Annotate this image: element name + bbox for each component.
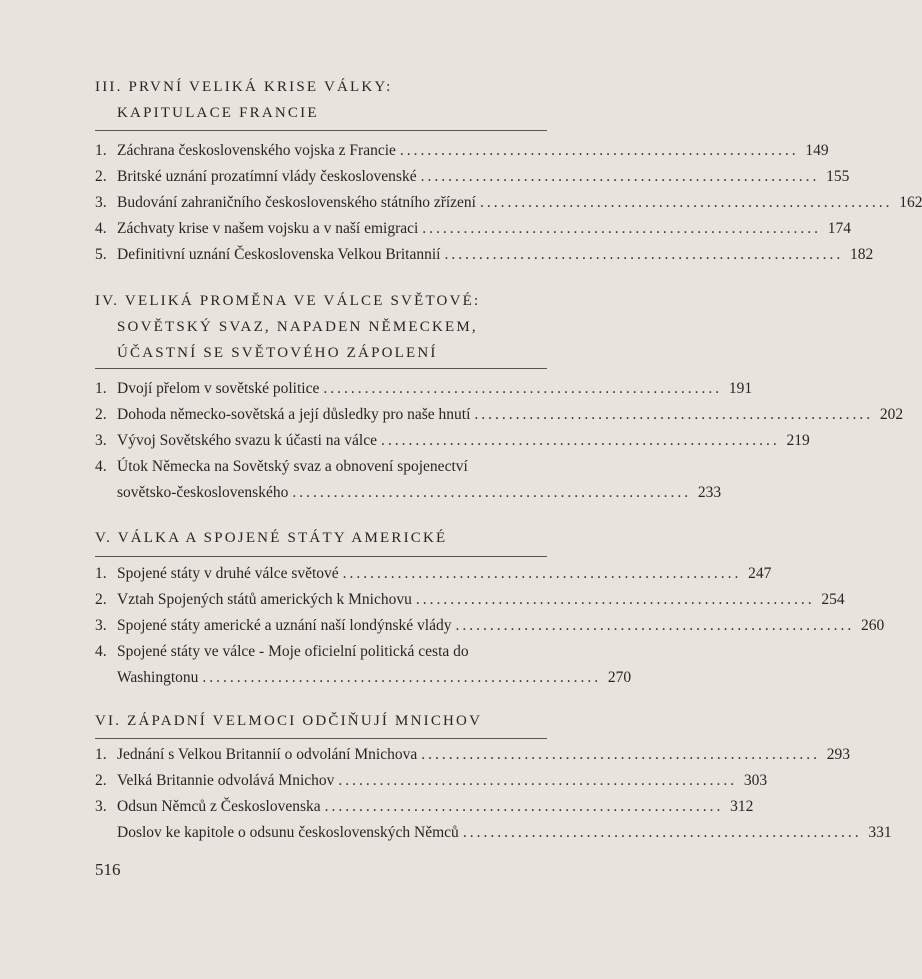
entry-number: 1.	[95, 746, 107, 763]
leader-dots: ..........................................................	[462, 824, 862, 841]
toc-entry	[95, 376, 753, 402]
entry-title: Dohoda německo-sovětská a její důsledky pro naše hnutí	[117, 406, 471, 423]
entry-page: 191	[728, 380, 753, 397]
divider	[95, 368, 547, 369]
entry-title: Dvojí přelom v sovětské politice	[117, 380, 320, 397]
entry-title: Spojené státy ve válce - Moje oficielní politická cesta do	[117, 643, 469, 660]
leader-dots: ..........................................................	[455, 617, 855, 634]
entry-number: 3.	[95, 194, 107, 211]
leader-dots: ............................................................	[479, 194, 893, 211]
leader-dots: ..........................................................	[381, 432, 780, 449]
toc-entry	[95, 561, 772, 587]
entry-page: 219	[786, 432, 810, 449]
entry-title: Doslov ke kapitole o odsunu československých Němců	[117, 824, 459, 841]
leader-dots: ..........................................................	[323, 380, 723, 397]
toc-entry	[95, 768, 768, 794]
leader-dots: ..........................................................	[202, 669, 602, 686]
entry-title: Vztah Spojených států amerických k Mnichovu	[117, 591, 412, 608]
section-heading	[95, 74, 392, 126]
entry-number: 3.	[95, 617, 107, 634]
entry-number: 1.	[95, 565, 107, 582]
divider	[95, 556, 547, 557]
section-heading-line: VI. ZÁPADNÍ VELMOCI ODČIŇUJÍ MNICHOV	[95, 713, 483, 729]
entry-title: Útok Německa na Sovětský svaz a obnovení spojenectví	[117, 458, 468, 475]
section-heading-line: III. PRVNÍ VELIKÁ KRISE VÁLKY:	[95, 79, 393, 95]
leader-dots: ..........................................................	[421, 746, 820, 763]
entry-number: 1.	[95, 142, 107, 159]
entry-page: 155	[826, 168, 850, 185]
divider	[95, 738, 547, 739]
toc-entry	[95, 242, 874, 268]
entry-number: 2.	[95, 406, 107, 423]
toc-entry	[95, 742, 850, 768]
entry-number: 3.	[95, 798, 107, 815]
entry-number: 1.	[95, 380, 107, 397]
section-heading	[95, 708, 482, 734]
leader-dots: ..........................................................	[444, 246, 844, 263]
leader-dots: ..........................................................	[474, 406, 874, 423]
leader-dots: ..........................................................	[415, 591, 815, 608]
toc-entry	[95, 587, 845, 613]
entry-number: 4.	[95, 220, 107, 237]
toc-entry	[95, 402, 904, 428]
entry-page: 254	[821, 591, 845, 608]
entry-title: Odsun Němců z Československa	[117, 798, 321, 815]
leader-dots: ..........................................................	[324, 798, 724, 815]
section-heading-line: KAPITULACE FRANCIE	[117, 105, 319, 121]
entry-title: Záchvaty krise v našem vojsku a v naší emigraci	[117, 220, 419, 237]
divider	[95, 130, 547, 131]
toc-entry	[95, 454, 722, 506]
page-number: 516	[95, 860, 121, 879]
entry-page: 303	[743, 772, 768, 789]
entry-page: 331	[868, 824, 892, 841]
entry-number: 2.	[95, 591, 107, 608]
toc-entry	[95, 138, 829, 164]
section-heading	[95, 288, 480, 366]
entry-number: 2.	[95, 772, 107, 789]
entry-title: Vývoj Sovětského svazu k účasti na válce	[117, 432, 377, 449]
entry-page: 202	[879, 406, 904, 423]
leader-dots: ..........................................................	[292, 484, 692, 501]
entry-number: 3.	[95, 432, 107, 449]
entry-title-continued: sovětsko-československého	[117, 484, 289, 501]
toc-entry	[95, 639, 632, 691]
toc-entry	[95, 794, 754, 820]
toc-entry	[95, 164, 850, 190]
section-heading-line: SOVĚTSKÝ SVAZ, NAPADEN NĚMECKEM,	[117, 319, 478, 335]
toc-entry	[95, 190, 922, 216]
entry-title: Velká Britannie odvolává Mnichov	[117, 772, 335, 789]
entry-number: 4.	[95, 458, 107, 475]
leader-dots: ..........................................................	[342, 565, 742, 582]
entry-page: 149	[805, 142, 829, 159]
entry-page: 247	[748, 565, 772, 582]
entry-title: Budování zahraničního československého státního zřízení	[117, 194, 476, 211]
entry-number: 5.	[95, 246, 107, 263]
leader-dots: ..........................................................	[399, 142, 799, 159]
section-heading-line: ÚČASTNÍ SE SVĚTOVÉHO ZÁPOLENÍ	[117, 345, 438, 361]
toc-entry	[95, 613, 885, 639]
entry-page: 312	[730, 798, 754, 815]
entry-page: 293	[826, 746, 850, 763]
entry-page: 162	[899, 194, 922, 211]
entry-title: Spojené státy v druhé válce světové	[117, 565, 339, 582]
entry-title: Jednání s Velkou Britannií o odvolání Mnichova	[117, 746, 418, 763]
leader-dots: ..........................................................	[338, 772, 738, 789]
entry-page: 270	[607, 669, 632, 686]
leader-dots: ..........................................................	[420, 168, 820, 185]
entry-page: 260	[860, 617, 885, 634]
entry-title: Záchrana československého vojska z Francie	[117, 142, 396, 159]
toc-entry	[95, 216, 852, 242]
toc-entry	[95, 820, 892, 846]
entry-title: Definitivní uznání Československa Velkou Britannií	[117, 246, 441, 263]
entry-page: 174	[827, 220, 852, 237]
leader-dots: ..........................................................	[422, 220, 822, 237]
entry-number: 2.	[95, 168, 107, 185]
section-heading	[95, 525, 447, 551]
entry-title: Spojené státy americké a uznání naší londýnské vlády	[117, 617, 452, 634]
toc-entry	[95, 428, 810, 454]
entry-page: 182	[849, 246, 874, 263]
entry-number: 4.	[95, 643, 107, 660]
section-heading-line: IV. VELIKÁ PROMĚNA VE VÁLCE SVĚTOVÉ:	[95, 293, 481, 309]
entry-title-continued: Washingtonu	[117, 669, 199, 686]
entry-title: Britské uznání prozatímní vlády československé	[117, 168, 417, 185]
section-heading-line: V. VÁLKA A SPOJENÉ STÁTY AMERICKÉ	[95, 530, 448, 546]
entry-page: 233	[697, 484, 722, 501]
